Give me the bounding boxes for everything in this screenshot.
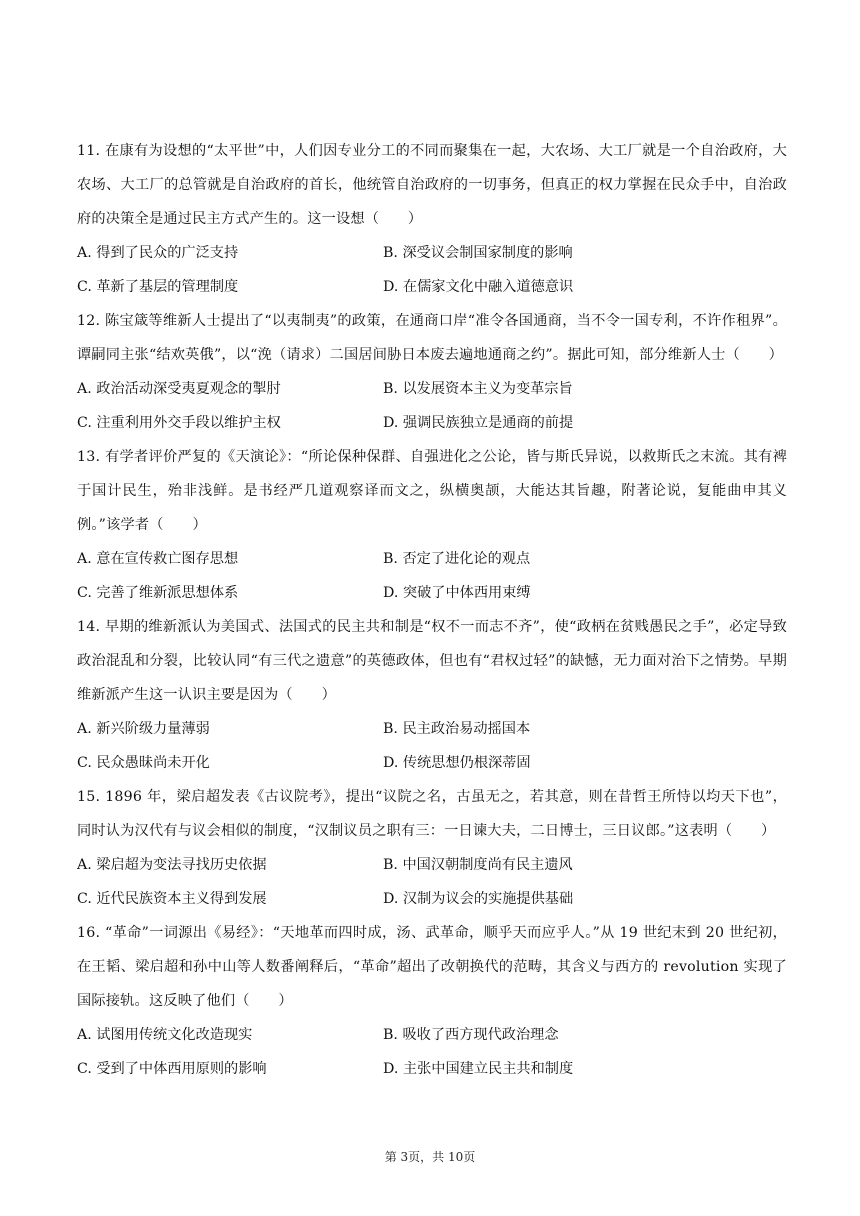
option-c: C. 民众愚昧尚未开化 [77, 755, 210, 771]
option-row [77, 746, 787, 780]
question-16 [77, 916, 787, 1086]
option-a: A. 政治活动深受夷夏观念的掣肘 [77, 381, 281, 397]
question-stem: 13. 有学者评价严复的《天演论》：“所论保种保群、自强进化之公论，皆与斯氏异说，以救斯氏之末流。其有裨于国计民生，殆非浅鲜。是书经严几道观察译而文之，纵横奥颉，大能达其旨趣，附著论说，复能曲申其义例。”该学者（ ） [77, 449, 787, 533]
question-12 [77, 304, 787, 440]
option-row [77, 236, 787, 270]
option-d: D. 强调民族独立是通商的前提 [383, 415, 574, 431]
option-c: C. 革新了基层的管理制度 [77, 279, 239, 295]
option-row [77, 848, 787, 882]
question-15 [77, 780, 787, 916]
option-row [77, 1052, 787, 1086]
option-row [77, 542, 787, 576]
option-d: D. 主张中国建立民主共和制度 [383, 1061, 574, 1077]
option-grid [77, 712, 787, 780]
option-d: D. 汉制为议会的实施提供基础 [383, 891, 574, 907]
option-a: A. 新兴阶级力量薄弱 [77, 721, 210, 737]
option-c: C. 近代民族资本主义得到发展 [77, 891, 267, 907]
option-grid [77, 1018, 787, 1086]
option-row [77, 270, 787, 304]
option-row [77, 1018, 787, 1052]
option-a: A. 试图用传统文化改造现实 [77, 1027, 253, 1043]
question-list [77, 134, 787, 1086]
option-row [77, 406, 787, 440]
option-row [77, 882, 787, 916]
question-stem: 15. 1896 年，梁启超发表《古议院考》，提出“议院之名，古虽无之，若其意，则在昔哲王所恃以均天下也”，同时认为汉代有与议会相似的制度，“汉制议员之职有三：一日谏大夫，二日博士，三日议郎。”这表明（ ） [77, 789, 787, 839]
question-stem: 12. 陈宝箴等维新人士提出了“以夷制夷”的政策，在通商口岸“准令各国通商，当不令一国专利，不许作租界”。谭嗣同主张“结欢英俄”，以“浼（请求）二国居间胁日本废去遍地通商之约”。据此可知，部分维新人士（ ） [77, 313, 787, 363]
option-d: D. 突破了中体西用束缚 [383, 585, 531, 601]
option-b: B. 吸收了西方现代政治理念 [383, 1027, 559, 1043]
question-14 [77, 610, 787, 780]
option-b: B. 深受议会制国家制度的影响 [383, 245, 573, 261]
option-a: A. 得到了民众的广泛支持 [77, 245, 239, 261]
option-b: B. 否定了进化论的观点 [383, 551, 531, 567]
option-d: D. 在儒家文化中融入道德意识 [383, 279, 574, 295]
page-number: 第 3页，共 10页 [384, 1150, 476, 1164]
option-grid [77, 848, 787, 916]
option-a: A. 意在宣传救亡图存思想 [77, 551, 239, 567]
option-b: B. 民主政治易动摇国本 [383, 721, 531, 737]
question-stem: 16. “革命”一词源出《易经》：“天地革而四时成，汤、武革命，顺乎天而应乎人。”从 19 世纪末到 20 世纪初，在王韬、梁启超和孙中山等人数番阐释后，“革命”超出了改朝换代的范畴，其含义与西方的 revolution 实现了国际接轨。这反映了他们（ ） [77, 925, 787, 1009]
option-row [77, 372, 787, 406]
option-row [77, 576, 787, 610]
option-grid [77, 542, 787, 610]
option-c: C. 完善了维新派思想体系 [77, 585, 239, 601]
option-b: B. 以发展资本主义为变革宗旨 [383, 381, 573, 397]
question-13 [77, 440, 787, 610]
option-b: B. 中国汉朝制度尚有民主遗风 [383, 857, 573, 873]
question-11 [77, 134, 787, 304]
option-c: C. 受到了中体西用原则的影响 [77, 1061, 267, 1077]
question-stem: 14. 早期的维新派认为美国式、法国式的民主共和制是“权不一而志不齐”，使“政柄在贫贱愚民之手”，必定导致政治混乱和分裂，比较认同“有三代之遗意”的英德政体，但也有“君权过轻”的缺憾，无力面对治下之情势。早期维新派产生这一认识主要是因为（ ） [77, 619, 787, 703]
option-a: A. 梁启超为变法寻找历史依据 [77, 857, 267, 873]
option-c: C. 注重利用外交手段以维护主权 [77, 415, 281, 431]
option-d: D. 传统思想仍根深蒂固 [383, 755, 531, 771]
option-grid [77, 236, 787, 304]
option-row [77, 712, 787, 746]
option-grid [77, 372, 787, 440]
question-stem: 11. 在康有为设想的“太平世”中，人们因专业分工的不同而聚集在一起，大农场、大工厂就是一个自治政府，大农场、大工厂的总管就是自治政府的首长，他统管自治政府的一切事务，但真正的权力掌握在民众手中，自治政府的决策全是通过民主方式产生的。这一设想（ ） [77, 143, 787, 227]
